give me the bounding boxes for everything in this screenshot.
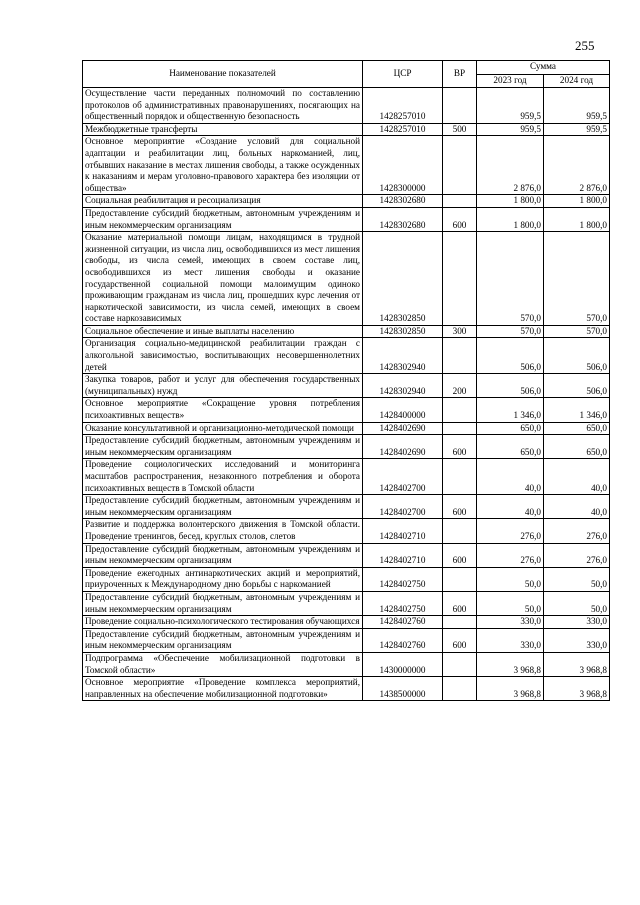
table-row	[83, 398, 610, 422]
cell-vr	[443, 459, 477, 495]
table-row	[83, 422, 610, 435]
cell-csr: 1428400000	[363, 398, 443, 422]
cell-2023: 650,0	[477, 422, 544, 435]
cell-vr: 200	[443, 374, 477, 398]
cell-vr	[443, 232, 477, 326]
cell-2024: 3 968,8	[544, 677, 610, 701]
cell-csr: 1428257010	[363, 123, 443, 136]
cell-vr	[443, 519, 477, 543]
cell-2024: 959,5	[544, 88, 610, 124]
cell-name: Предоставление субсидий бюджетным, автономным учреждениям и иным некоммерческим организациям	[83, 628, 363, 652]
table-row	[83, 338, 610, 374]
cell-csr: 1428302850	[363, 232, 443, 326]
table-body	[83, 88, 610, 701]
table-row	[83, 232, 610, 326]
cell-2023: 650,0	[477, 435, 544, 459]
table-row	[83, 374, 610, 398]
cell-vr	[443, 338, 477, 374]
cell-vr: 600	[443, 495, 477, 519]
header-year-2024: 2024 год	[544, 74, 610, 88]
table-row	[83, 207, 610, 231]
cell-2023: 570,0	[477, 232, 544, 326]
cell-name: Организация социально-медицинской реабилитации граждан с алкогольной зависимостью, воспитывающих несовершеннолетних детей	[83, 338, 363, 374]
cell-2023: 276,0	[477, 543, 544, 567]
cell-2023: 3 968,8	[477, 652, 544, 676]
cell-vr: 600	[443, 543, 477, 567]
cell-2023: 959,5	[477, 88, 544, 124]
table-row	[83, 543, 610, 567]
cell-csr: 1428257010	[363, 88, 443, 124]
header-csr: ЦСР	[363, 61, 443, 88]
cell-vr: 300	[443, 325, 477, 338]
cell-name: Проведение социологических исследований и мониторинга масштабов распространения, незаконного потребления и оборота психоактивных веществ в Томской области	[83, 459, 363, 495]
cell-2024: 276,0	[544, 543, 610, 567]
cell-2024: 570,0	[544, 232, 610, 326]
table-row	[83, 616, 610, 629]
cell-2023: 506,0	[477, 338, 544, 374]
cell-name: Основное мероприятие «Проведение комплекса мероприятий, направленных на обеспечение мобилизационной подготовки»	[83, 677, 363, 701]
header-name: Наименование показателей	[83, 61, 363, 88]
cell-name: Основное мероприятие «Создание условий для социальной адаптации и реабилитации лиц, больных наркоманией, лиц, отбывших наказание в местах лишения свободы, а также осужденных к наказаниям и мерам уголовно-правового характера без изоляции от общества»	[83, 136, 363, 195]
cell-2023: 1 800,0	[477, 207, 544, 231]
cell-name: Подпрограмма «Обеспечение мобилизационной подготовки в Томской области»	[83, 652, 363, 676]
cell-2024: 650,0	[544, 422, 610, 435]
cell-csr: 1428402710	[363, 519, 443, 543]
cell-2023: 40,0	[477, 495, 544, 519]
cell-name: Социальное обеспечение и иные выплаты населению	[83, 325, 363, 338]
cell-2023: 506,0	[477, 374, 544, 398]
cell-vr	[443, 398, 477, 422]
cell-vr	[443, 677, 477, 701]
cell-name: Предоставление субсидий бюджетным, автономным учреждениям и иным некоммерческим организациям	[83, 543, 363, 567]
cell-2024: 506,0	[544, 374, 610, 398]
cell-csr: 1428402690	[363, 435, 443, 459]
cell-name: Оказание консультативной и организационно-методической помощи	[83, 422, 363, 435]
cell-2024: 3 968,8	[544, 652, 610, 676]
header-year-2023: 2023 год	[477, 74, 544, 88]
table-row	[83, 195, 610, 208]
cell-2024: 650,0	[544, 435, 610, 459]
cell-name: Развитие и поддержка волонтерского движения в Томской области. Проведение тренингов, бесед, круглых столов, слетов	[83, 519, 363, 543]
cell-2024: 276,0	[544, 519, 610, 543]
cell-2024: 1 800,0	[544, 207, 610, 231]
cell-csr: 1428402750	[363, 591, 443, 615]
cell-csr: 1428302940	[363, 338, 443, 374]
cell-csr: 1430000000	[363, 652, 443, 676]
cell-vr: 600	[443, 591, 477, 615]
cell-2023: 570,0	[477, 325, 544, 338]
table-header	[83, 61, 610, 88]
table-row	[83, 88, 610, 124]
table-row	[83, 652, 610, 676]
cell-csr: 1428402690	[363, 422, 443, 435]
cell-name: Межбюджетные трансферты	[83, 123, 363, 136]
cell-csr: 1428402760	[363, 628, 443, 652]
cell-name: Предоставление субсидий бюджетным, автономным учреждениям и иным некоммерческим организациям	[83, 591, 363, 615]
cell-name: Предоставление субсидий бюджетным, автономным учреждениям и иным некоммерческим организациям	[83, 495, 363, 519]
cell-name: Предоставление субсидий бюджетным, автономным учреждениям и иным некоммерческим организациям	[83, 435, 363, 459]
cell-2024: 1 346,0	[544, 398, 610, 422]
header-vr: ВР	[443, 61, 477, 88]
cell-csr: 1438500000	[363, 677, 443, 701]
cell-2023: 959,5	[477, 123, 544, 136]
cell-2023: 50,0	[477, 591, 544, 615]
cell-vr	[443, 136, 477, 195]
cell-vr: 600	[443, 628, 477, 652]
cell-vr	[443, 195, 477, 208]
cell-2023: 1 800,0	[477, 195, 544, 208]
page-number: 255	[575, 38, 595, 53]
cell-vr	[443, 567, 477, 591]
budget-table	[82, 60, 610, 701]
cell-vr	[443, 422, 477, 435]
cell-vr: 500	[443, 123, 477, 136]
header-sum: Сумма	[477, 61, 610, 75]
table-row	[83, 628, 610, 652]
cell-2024: 330,0	[544, 628, 610, 652]
cell-name: Основное мероприятие «Сокращение уровня потребления психоактивных веществ»	[83, 398, 363, 422]
table-row	[83, 519, 610, 543]
cell-csr: 1428402700	[363, 495, 443, 519]
cell-vr	[443, 616, 477, 629]
cell-name: Проведение социально-психологического тестирования обучающихся	[83, 616, 363, 629]
cell-2024: 959,5	[544, 123, 610, 136]
cell-csr: 1428302850	[363, 325, 443, 338]
cell-2024: 1 800,0	[544, 195, 610, 208]
cell-2023: 276,0	[477, 519, 544, 543]
cell-2024: 40,0	[544, 459, 610, 495]
cell-vr: 600	[443, 207, 477, 231]
cell-vr	[443, 88, 477, 124]
cell-name: Осуществление части переданных полномочий по составлению протоколов об административных правонарушениях, посягающих на общественный порядок и общественную безопасность	[83, 88, 363, 124]
cell-csr: 1428302680	[363, 195, 443, 208]
cell-2023: 50,0	[477, 567, 544, 591]
table-row	[83, 325, 610, 338]
table-row	[83, 677, 610, 701]
cell-2023: 40,0	[477, 459, 544, 495]
cell-csr: 1428402750	[363, 567, 443, 591]
table-row	[83, 123, 610, 136]
cell-csr: 1428402710	[363, 543, 443, 567]
table-row	[83, 591, 610, 615]
cell-2024: 50,0	[544, 591, 610, 615]
cell-2024: 40,0	[544, 495, 610, 519]
cell-csr: 1428402760	[363, 616, 443, 629]
cell-name: Социальная реабилитация и ресоциализация	[83, 195, 363, 208]
cell-2024: 330,0	[544, 616, 610, 629]
cell-csr: 1428302680	[363, 207, 443, 231]
table-row	[83, 435, 610, 459]
cell-csr: 1428300000	[363, 136, 443, 195]
cell-name: Проведение ежегодных антинаркотических акций и мероприятий, приуроченных к Международному дню борьбы с наркоманией	[83, 567, 363, 591]
cell-csr: 1428302940	[363, 374, 443, 398]
cell-2024: 570,0	[544, 325, 610, 338]
table-row	[83, 495, 610, 519]
cell-vr: 600	[443, 435, 477, 459]
cell-name: Предоставление субсидий бюджетным, автономным учреждениям и иным некоммерческим организациям	[83, 207, 363, 231]
table-row	[83, 567, 610, 591]
cell-2024: 50,0	[544, 567, 610, 591]
cell-2023: 330,0	[477, 616, 544, 629]
cell-2023: 330,0	[477, 628, 544, 652]
cell-2023: 2 876,0	[477, 136, 544, 195]
table-row	[83, 136, 610, 195]
cell-2024: 2 876,0	[544, 136, 610, 195]
cell-vr	[443, 652, 477, 676]
table-row	[83, 459, 610, 495]
cell-name: Закупка товаров, работ и услуг для обеспечения государственных (муниципальных) нужд	[83, 374, 363, 398]
cell-csr: 1428402700	[363, 459, 443, 495]
cell-2023: 3 968,8	[477, 677, 544, 701]
cell-name: Оказание материальной помощи лицам, находящимся в трудной жизненной ситуации, из числа лиц, освободившихся из мест лишения свободы, из числа семей, имеющих в своем составе лиц, освободившихся из мест лишения свободы и оказание государственной социальной помощи малоимущим одиноко проживающим гражданам из числа лиц, прошедших курс лечения от наркотической зависимости, из числа семей, имеющих в своем составе наркозависимых	[83, 232, 363, 326]
cell-2024: 506,0	[544, 338, 610, 374]
cell-2023: 1 346,0	[477, 398, 544, 422]
